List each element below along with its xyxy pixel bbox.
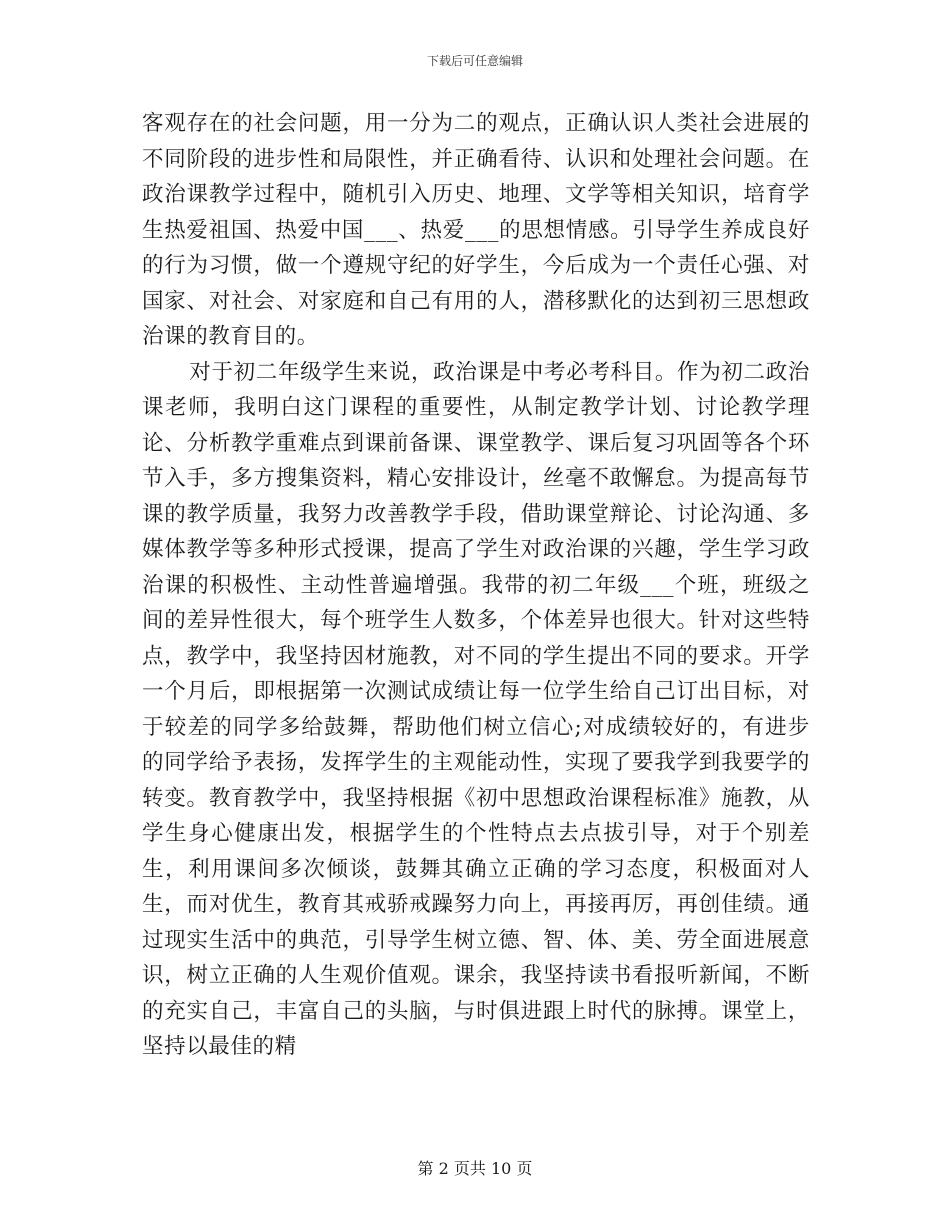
page-header: 下载后可任意编辑	[426, 54, 523, 68]
page-footer: 第 2 页共 10 页	[417, 1159, 533, 1178]
document-body	[142, 106, 810, 1065]
paragraph-1: 客观存在的社会问题，用一分为二的观点，正确认识人类社会进展的不同阶段的进步性和局限性，并正确看待、认识和处理社会问题。在政治课教学过程中，随机引入历史、地理、文学等相关知识，培育学生热爱祖国、热爱中国___、热爱___的思想情感。引导学生养成良好的行为习惯，做一个遵规守纪的好学生，今后成为一个责任心强、对国家、对社会、对家庭和自己有用的人，潜移默化的达到初三思想政治课的教育目的。	[142, 111, 810, 349]
paragraph-2: 对于初二年级学生来说，政治课是中考必考科目。作为初二政治课老师，我明白这门课程的重要性，从制定教学计划、讨论教学理论、分析教学重难点到课前备课、课堂教学、课后复习巩固等各个环节入手，多方搜集资料，精心安排设计，丝毫不敢懈怠。为提高每节课的教学质量，我努力改善教学手段，借助课堂辩论、讨论沟通、多媒体教学等多种形式授课，提高了学生对政治课的兴趣，学生学习政治课的积极性、主动性普遍增强。我带的初二年级___个班，班级之间的差异性很大，每个班学生人数多，个体差异也很大。针对这些特点，教学中，我坚持因材施教，对不同的学生提出不同的要求。开学一个月后，即根据第一次测试成绩让每一位学生给自己订出目标，对于较差的同学多给鼓舞，帮助他们树立信心;对成绩较好的，有进步的同学给予表扬，发挥学生的主观能动性，实现了要我学到我要学的转变。教育教学中，我坚持根据《初中思想政治课程标准》施教，从学生身心健康出发，根据学生的个性特点去点拔引导，对于个别差生，利用课间多次倾谈，鼓舞其确立正确的学习态度，积极面对人生，而对优生，教育其戒骄戒躁努力向上，再接再厉，再创佳绩。通过现实生活中的典范，引导学生树立德、智、体、美、劳全面进展意识，树立正确的人生观价值观。课余，我坚持读书看报听新闻，不断的充实自己，丰富自己的头脑，与时俱进跟上时代的脉搏。课堂上，坚持以最佳的精	[142, 359, 810, 1059]
